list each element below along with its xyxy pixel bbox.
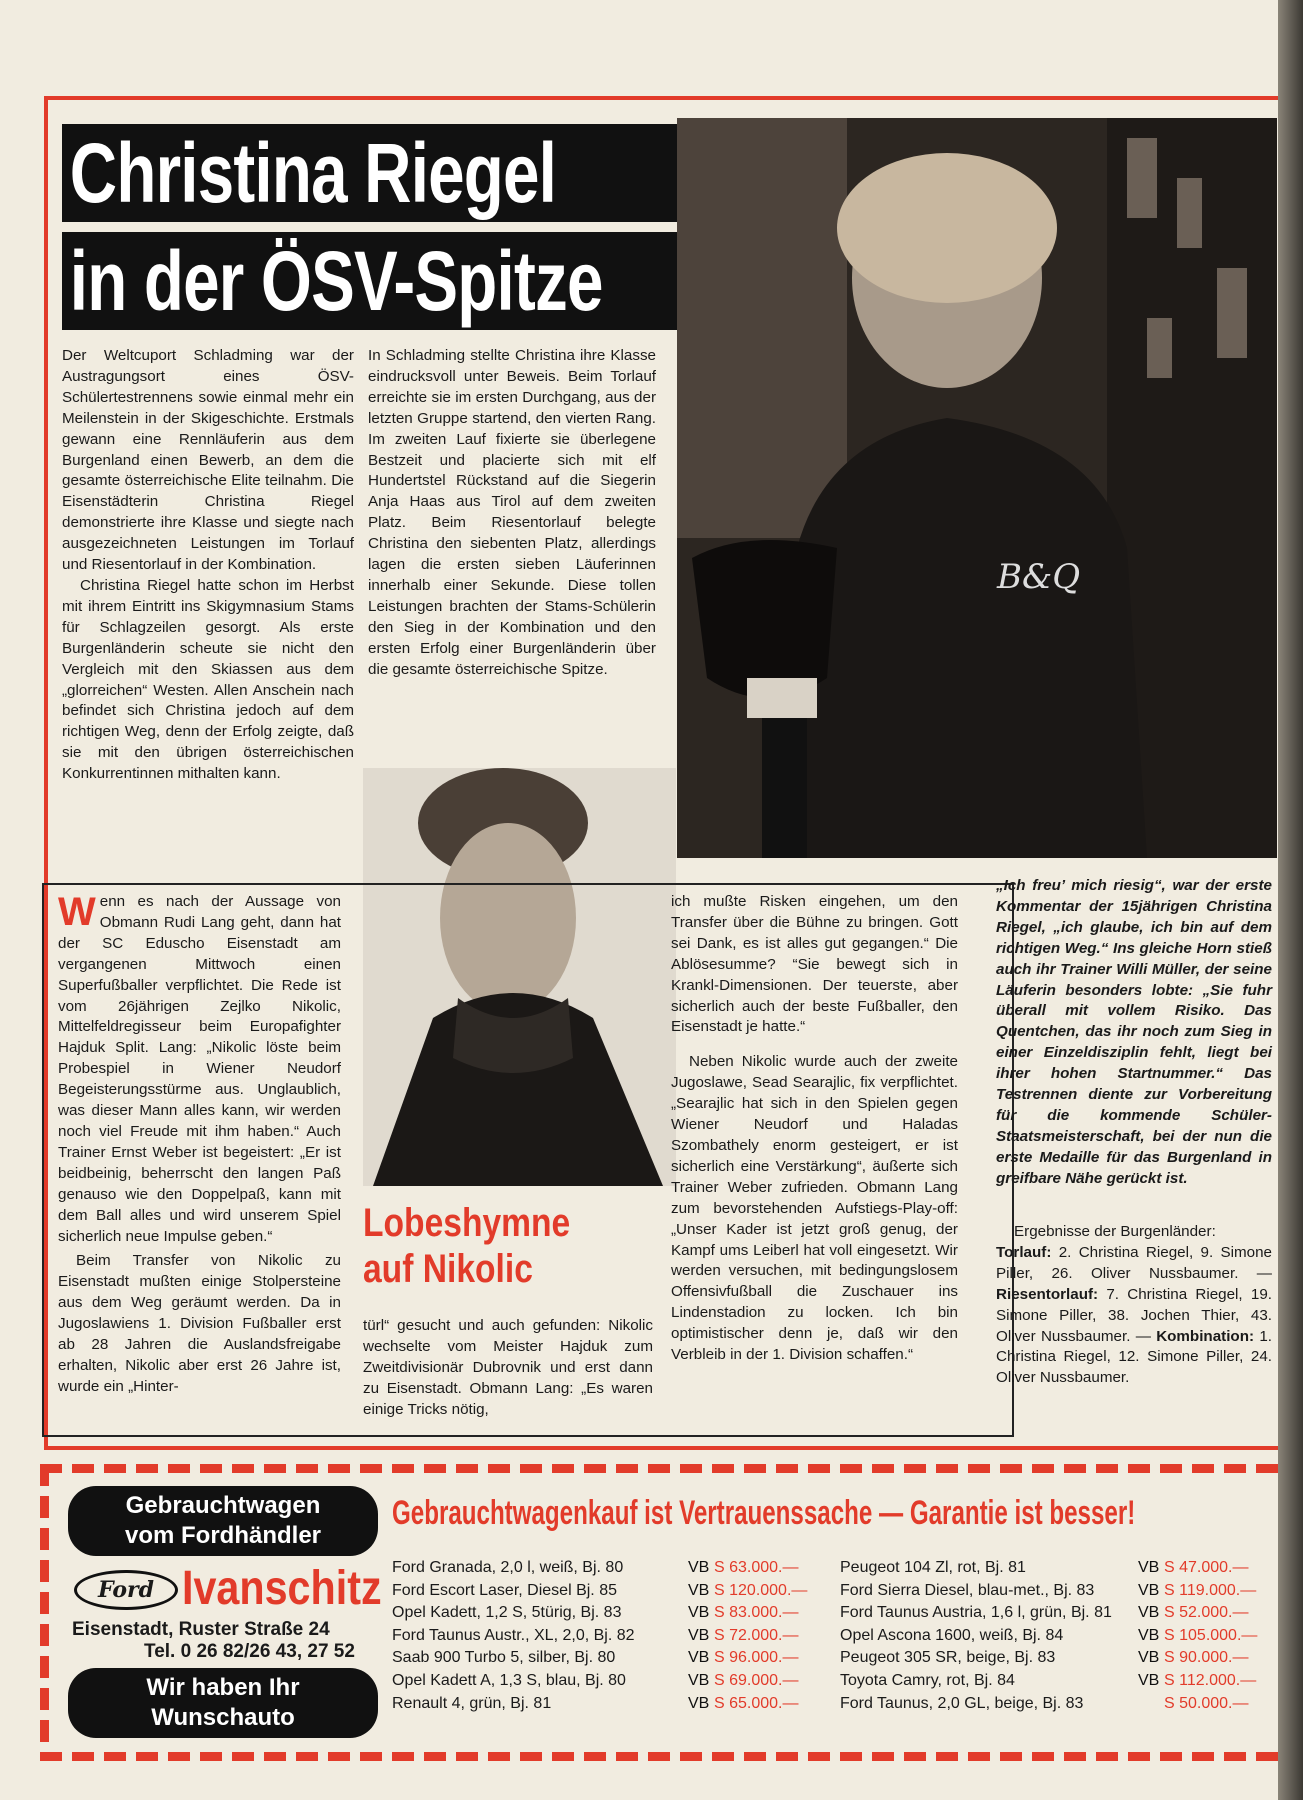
article2-paragraph: türl“ gesucht und auch gefunden: Nikolic wechselte vom Meister Hajduk zum Zweitdivisionär Dubrovnik und erst dann zu Eisenstadt. Obmann Lang: „Es waren einige Tricks nötig, [363, 1317, 653, 1418]
car-name: Ford Taunus Austr., XL, 2,0, Bj. 82 [392, 1626, 635, 1644]
car-vb: VB [1138, 1581, 1160, 1599]
car-price: S 112.000.— [1164, 1672, 1257, 1689]
car-price: S 120.000.— [714, 1581, 808, 1599]
ford-logo: Ford [74, 1570, 178, 1610]
car-vb: VB [1138, 1649, 1160, 1667]
article1-paragraph: Christina Riegel hatte schon im Herbst mit ihrem Eintritt ins Skigymnasium Stams für Schlagzeilen gesorgt. Als erste Burgenländerin scheute sie nicht den Vergleich mit den Skiassen aus dem „glorreichen“ Westen. Allen Anschein nach befindet sich Christina jedoch auf dem richtigen Weg, denn der Erfolg zeigte, daß sie mit den übrigen österreichischen Konkurrentinnen mithalten kann. [62, 576, 354, 783]
car-price: S 52.000.— [1164, 1604, 1249, 1622]
car-price: S 90.000.— [1164, 1649, 1249, 1667]
dropcap: W [58, 890, 96, 934]
headline-line1: Christina Riegel [62, 124, 712, 222]
car-vb: VB [1138, 1672, 1160, 1689]
ad-border-bottom [40, 1752, 1278, 1761]
ad-border-left [40, 1464, 49, 1761]
article2-paragraph: Beim Transfer von Nikolic zu Eisenstadt mußten einige Stolpersteine aus dem Weg geräumt werden. Da in Jugoslawiens 1. Division Fußballer erst ab 28 Jahren die Auslandsfreigabe erhalten, Nikolic aber erst 26 Jahre ist, wurde ein „Hinter- [58, 1252, 341, 1395]
car-name: Saab 900 Turbo 5, silber, Bj. 80 [392, 1649, 616, 1667]
article1-paragraph: Der Weltcuport Schladming war der Austragungsort eines ÖSV-Schülertestrennens sowie einmal mehr ein Meilenstein in der Skigeschichte. Erstmals gewann eine Rennläuferin aus dem Burgenland einen Bewerb, an dem die gesamte österreichische Elite teilnahm. Die Eisenstädterin Christina Riegel demonstrierte ihre Klasse und siegte nach ausgezeichneten Leistungen im Torlauf und Riesentorlauf in der Kombination. [62, 347, 354, 574]
article2-paragraph: Wenn es nach der Aussage von Obmann Rudi Lang geht, dann hat der SC Eduscho Eisenstadt am vergangenen Mittwoch einen Superfußballer verpflichtet. Die Rede ist vom 26jährigen Zejlko Nikolic, Mittelfeldregisseur beim Europafighter Hajduk Split. Lang: „Nikolic löste beim Probespiel in Wiener Neudorf Begeisterungsstürme aus. Unglaublich, was dieser Mann alles kann, wir werden noch viel Freude mit ihm haben.“ Auch Trainer Ernst Weber ist begeistert: „Er ist beidbeinig, beherrscht den langen Paß genauso wie den Doppelpaß, kann mit dem Ball alles und wird unserem Spiel sicherlich neue Impulse geben.“ [58, 890, 341, 1245]
results-intro: Ergebnisse der Burgenländer: [1014, 1223, 1216, 1240]
car-vb: VB [1138, 1604, 1160, 1622]
car-price: S 119.000.— [1164, 1581, 1257, 1599]
car-name: Ford Granada, 2,0 l, weiß, Bj. 80 [392, 1559, 624, 1576]
page-edge [1278, 0, 1303, 1800]
car-vb: VB [688, 1581, 710, 1599]
car-price: S 96.000.— [714, 1649, 799, 1667]
photo-christina-riegel [677, 118, 1277, 858]
car-vb: VB [1138, 1626, 1160, 1644]
car-vb: VB [1138, 1559, 1160, 1576]
article1-column1 [62, 346, 354, 785]
ad-pill-gebrauchtwagen: Gebrauchtwagen vom Fordhändler [68, 1486, 378, 1556]
car-price: S 105.000.— [1164, 1626, 1258, 1644]
shirt-logo: B&Q [997, 557, 1081, 597]
headline-line2: in der ÖSV-Spitze [62, 232, 762, 330]
car-name: Ford Taunus Austria, 1,6 l, grün, Bj. 81 [840, 1604, 1112, 1622]
photo-christina-drawing [677, 118, 1277, 858]
car-vb: VB [688, 1672, 710, 1689]
car-price: S 63.000.— [714, 1559, 799, 1576]
car-vb: VB [688, 1694, 710, 1712]
car-price: S 72.000.— [714, 1626, 799, 1644]
article1-results [996, 1222, 1272, 1389]
car-price: S 65.000.— [714, 1694, 799, 1712]
article2-headline: Lobeshymne auf Nikolic [363, 1201, 571, 1291]
dealer-name: Ivanschitz [182, 1562, 382, 1615]
car-vb: VB [688, 1649, 710, 1667]
car-name: Opel Kadett, 1,2 S, 5türig, Bj. 83 [392, 1604, 622, 1622]
frame-top [44, 96, 1278, 100]
ad-border-top [40, 1464, 1278, 1473]
car-name: Toyota Camry, rot, Bj. 84 [840, 1672, 1015, 1689]
results-list: Torlauf: 2. Christina Riegel, 9. Simone Piller, 26. Oliver Nussbaumer. — Riesentorlauf: 7. Christina Riegel, 19. Simone Piller, 38. Jochen Thier, 43. Oliver Nussbaumer. — Kombination: 1. Christina Riegel, 12. Simone Piller, 24. Oliver Nussbaumer. [996, 1243, 1272, 1387]
frame-bottom [44, 1446, 1278, 1450]
car-name: Peugeot 104 Zl, rot, Bj. 81 [840, 1559, 1026, 1576]
car-name: Ford Taunus, 2,0 GL, beige, Bj. 83 [840, 1694, 1084, 1712]
dealer-address: Eisenstadt, Ruster Straße 24 [72, 1619, 330, 1640]
car-name: Ford Escort Laser, Diesel Bj. 85 [392, 1581, 617, 1599]
article1-column2 [368, 346, 656, 681]
article2-paragraph: Neben Nikolic wurde auch der zweite Jugoslawe, Sead Searajlic, fix verpflichtet. „Searajlic hat sich in den Spielen gegen Wiener Neudorf und Haladas Szombathely enorm gesteigert, er ist sicherlich eine Verstärkung“, äußerte sich Trainer Weber zufrieden. Obmann Lang zum bevorstehenden Aufstiegs-Play-off: „Unser Kader ist jetzt groß genug, der Kampf ums Leiberl hat voll eingesetzt. Wir werden versuchen, mit bedingungslosem Offensivfußball die Zuschauer ins Lindenstadion zu locken. Ich bin optimistischer denn je, daß wir den Verbleib in der 1. Division schaffen.“ [671, 1053, 958, 1364]
car-name: Renault 4, grün, Bj. 81 [392, 1694, 552, 1712]
ad-pill-wunschauto: Wir haben Ihr Wunschauto [68, 1668, 378, 1738]
article2-paragraph: ich mußte Risken eingehen, um den Transfer über die Bühne zu bringen. Gott sei Dank, es ist alles gut gegangen.“ Die Ablösesumme? “Sie bewegt sich in Krankl-Dimensionen. Der teuerste, aber sicherlich auch der beste Fußballer, den Eisenstadt je hatte.“ [671, 893, 958, 1036]
article1-paragraph: In Schladming stellte Christina ihre Klasse eindrucksvoll unter Beweis. Beim Torlauf erreichte sie im ersten Durchgang, aus der letzten Gruppe startend, den vierten Rang. Im zweiten Lauf fixierte sie überlegene Bestzeit und placierte sich mit elf Hundertstel Rückstand auf die Siegerin Anja Haas aus Tirol auf dem zweiten Platz. Beim Riesentorlauf belegte Christina den siebenten Platz, allerdings lagen die ersten sieben Läuferinnen innerhalb einer Sekunde. Diese tollen Leistungen brachten der Stams-Schülerin den Sieg in der Kombination und den ersten Erfolg einer Burgenländerin über die gesamte österreichische Spitze. [368, 347, 656, 678]
car-vb: VB [688, 1559, 710, 1576]
dealer-phone: Tel. 0 26 82/26 43, 27 52 [144, 1641, 355, 1662]
article2-column3 [671, 892, 958, 1366]
car-name: Ford Sierra Diesel, blau-met., Bj. 83 [840, 1581, 1095, 1599]
car-vb: VB [688, 1626, 710, 1644]
ad-slogan: Gebrauchtwagenkauf ist Vertrauenssache — Garantie ist besser! [392, 1494, 1136, 1532]
car-price: S 47.000.— [1164, 1559, 1249, 1576]
car-name: Opel Ascona 1600, weiß, Bj. 84 [840, 1626, 1064, 1644]
article2-column2 [363, 1316, 653, 1421]
article2-column1 [58, 892, 341, 1398]
car-vb: VB [688, 1604, 710, 1622]
car-name: Peugeot 305 SR, beige, Bj. 83 [840, 1649, 1056, 1667]
car-price: S 50.000.— [1164, 1694, 1249, 1712]
car-price: S 69.000.— [714, 1672, 799, 1689]
car-name: Opel Kadett A, 1,3 S, blau, Bj. 80 [392, 1672, 626, 1689]
article1-quote: „Ich freu’ mich riesig“, war der erste Kommentar der 15jährigen Christina Riegel, „ich glaube, ich bin auf dem richtigen Weg.“ Ins gleiche Horn stieß auch ihr Trainer Willi Müller, der seine Läuferin besonders lobte: „Sie fuhr überall mit vollem Risiko. Das Quentchen, das ihr noch zum Sieg in einer Einzeldisziplin fehlt, liegt bei ihrer hohen Startnummer.“ Das Testrennen diente zur Vorbereitung für die kommende Schüler-Staatsmeisterschaft, bei der nun die erste Medaille für das Burgenland in greifbare Nähe gerückt ist. [996, 877, 1272, 1187]
car-price: S 83.000.— [714, 1604, 799, 1622]
